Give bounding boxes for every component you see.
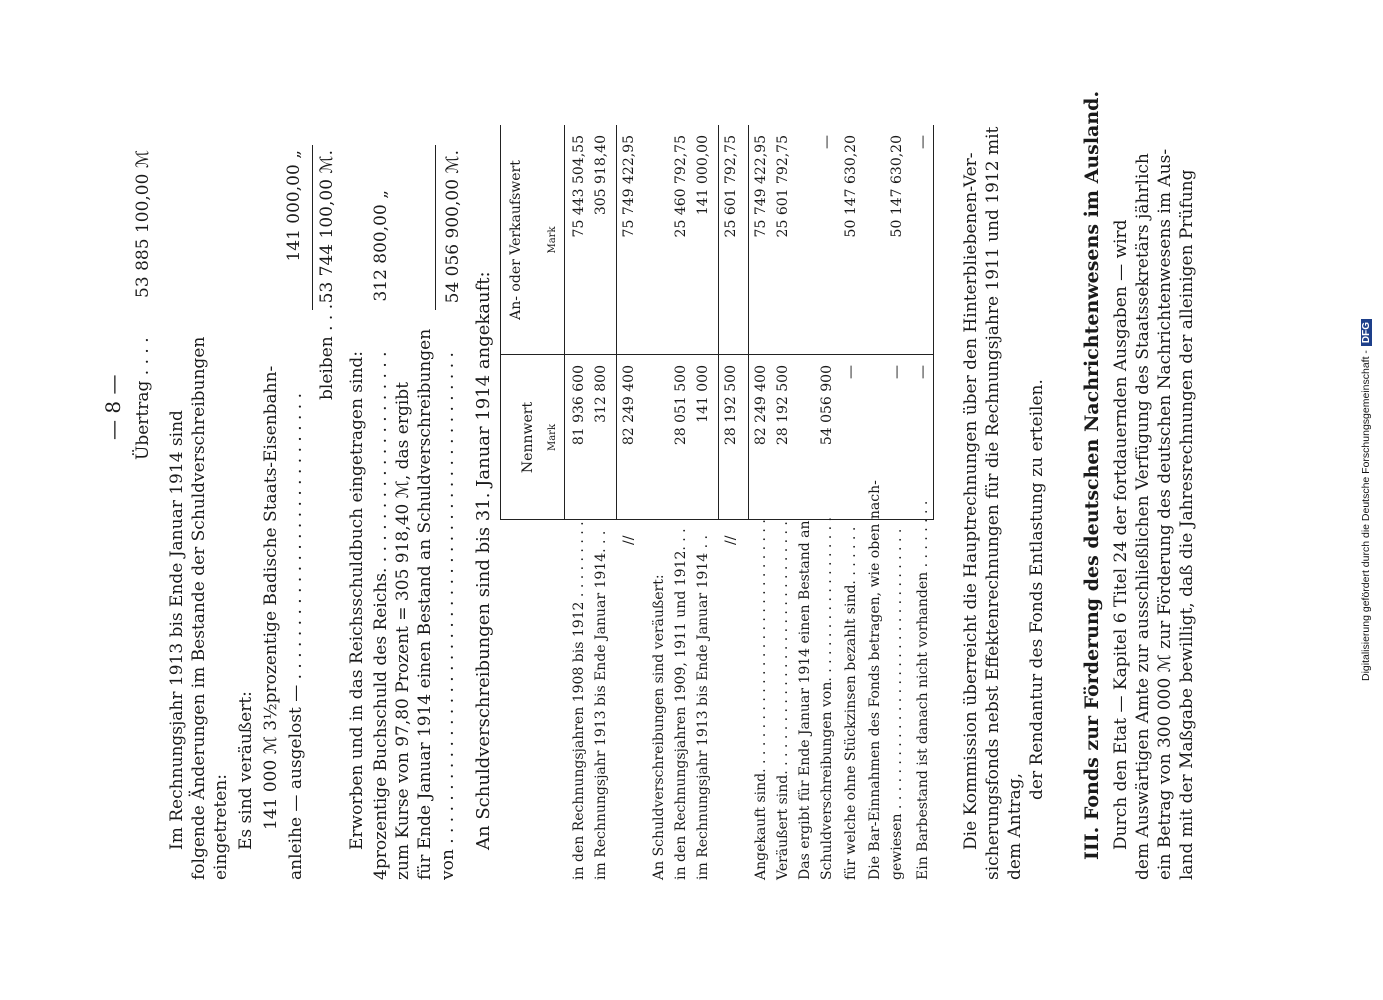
uebertrag-value: 53 885 100,00 ℳ [133,150,153,298]
sum-rule-1 [312,145,313,310]
table-cell-nennwert: 28 192 500 [775,365,791,446]
angekauft-heading: An Schuldverschreibungen sind bis 31. Januar 1914 angekauft: [473,271,494,850]
table-row-label: Ein Barbestand ist danach nicht vorhanden . . . . . . . . [915,500,931,880]
credit-text: Digitalisierung gefördert durch die Deutsche Forschungsgemeinschaft - [1360,350,1372,682]
table-row-label: Angekauft sind. . . . . . . . . . . . . . . . . . . . . . . . . . . . . [753,519,769,880]
document-page [80,50,1280,1000]
table-row-label: An Schuldverschreibungen sind veräußert: [651,574,667,880]
table-cell-nennwert: — [915,365,931,379]
table-cell-nennwert: 81 936 600 [571,365,587,446]
table-row-label: für welche ohne Stückzinsen bezahlt sind. . . . . . . [843,526,859,880]
uebertrag-label: Übertrag . . . . [133,337,153,460]
table-row-label: Veräußert sind. . . . . . . . . . . . . . . . . . . . . . . . . . . . . [775,521,791,880]
table-row-label: in den Rechnungsjahren 1908 bis 1912 . . . . . . . . . [571,521,587,880]
veraeussert-line1: 141 000 ℳ 3½prozentige Badische Staats-Eisenbahn- [261,365,281,830]
table-cell-wert: 25 601 792,75 [775,135,791,238]
table-cell-nennwert: — [889,365,905,379]
veraeussert-line2: anleihe — ausgelost — . . . . . . . . . . . . . . . . . . . . . . . . . . . [286,392,306,880]
erworben-total: 54 056 900,00 ℳ. [443,150,463,304]
bleiben-value: 53 744 100,00 ℳ. [317,150,337,304]
bleiben-label: bleiben . . . . [317,293,337,400]
table-cell-wert: 75 749 422,95 [753,135,769,238]
table-cell-nennwert: — [843,365,859,379]
table-cell-wert: 141 000,00 [695,135,711,216]
table-cell-wert: 50 147 630,20 [843,135,859,238]
section3-line4: land mit der Maßgabe bewilligt, daß die Jahresrechnungen der alleinigen Prüfung [1177,169,1197,880]
table-cell-nennwert: 82 249 400 [753,365,769,446]
section3-line1: Durch den Etat — Kapitel 6 Titel 24 der fortdauernden Ausgaben — wird [1111,219,1131,850]
page-number: — 8 — [101,374,125,440]
table-row-label: in den Rechnungsjahren 1909, 1911 und 1912. . . [673,528,689,880]
table-cell-nennwert: 82 249 400 [621,365,637,446]
erworben-line5: von . . . . . . . . . . . . . . . . . . . . . . . . . . . . . . . . . . . . . . . . . . . . . . [438,352,458,880]
table-row-label: im Rechnungsjahr 1913 bis Ende Januar 1914 . . [695,535,711,880]
table-row-label: Schuldverschreibungen von. . . . . . . . . . . . . . . . . . . [819,516,835,880]
para1-line3: eingetreten: [211,774,231,880]
veraeussert-value: 141 000,00 „ [284,150,304,262]
section3-line3: ein Betrag von 300 000 ℳ zur Förderung des deutschen Nachrichtenwesens im Aus- [1155,148,1175,880]
kommission-line2: sicherungsfonds nebst Effektenrechnungen für die Rechnungsjahre 1911 und 1912 mit [983,126,1003,880]
sum-rule-2 [435,145,436,310]
digitization-credit [1360,100,1376,900]
dfg-logo: DFG [1361,319,1372,346]
table-bottom-rule [933,125,934,520]
table-subtotal-rule [748,125,749,520]
table-header-rule [564,125,565,520]
section3-heading: III. Fonds zur Förderung des deutschen Nachrichtenwesens im Ausland. [1081,90,1103,860]
table-subtotal-rule [616,125,617,520]
table-cell-wert: 305 918,40 [593,135,609,216]
erworben-line1: Erworben und in das Reichsschuldbuch eingetragen sind: [347,350,367,850]
erworben-line2: 4prozentige Buchschuld des Reichs. . . . . . . . . . . . . . . . . . . . . [371,351,391,880]
table-cell-wert: — [819,135,835,149]
col-wert-unit: Mark [547,226,558,254]
table-row-label: // [723,535,739,545]
para1-line2: folgende Änderungen im Bestande der Schuldverschreibungen [189,336,209,880]
erworben-value: 312 800,00 „ [371,190,391,302]
table-cell-wert: 75 749 422,95 [621,135,637,238]
table-top-rule [500,125,501,520]
table-row-label: Das ergibt für Ende Januar 1914 einen Bestand an [797,520,813,880]
table-cell-nennwert: 28 051 500 [673,365,689,446]
table-cell-nennwert: 28 192 500 [723,365,739,446]
table-cell-nennwert: 312 800 [593,365,609,423]
table-cell-wert: 50 147 630,20 [889,135,905,238]
table-cell-nennwert: 54 056 900 [819,365,835,446]
table-cell-wert: 25 460 792,75 [673,135,689,238]
table-row-label: // [621,535,637,545]
section3-line2: dem Auswärtigen Amte zur ausschließlichen Verfügung des Staatssekretärs jährlich [1133,153,1153,880]
erworben-line3: zum Kurse von 97,80 Prozent = 305 918,40 ℳ, das ergibt [393,381,413,880]
table-subtotal-rule [718,125,719,520]
table-cell-wert: — [915,135,931,149]
veraeussert-intro: Es sind veräußert: [236,691,256,850]
para1-line1: Im Rechnungsjahr 1913 bis Ende Januar 1914 sind [167,410,187,850]
kommission-line3: dem Antrag, [1005,772,1025,880]
col-nennwert-header: Nennwert [520,401,536,474]
table-cell-nennwert: 141 000 [695,365,711,423]
erworben-line4: für Ende Januar 1914 einen Bestand an Schuldverschreibungen [415,328,435,880]
table-row-label: Die Bar-Einnahmen des Fonds betragen, wie oben nach- [867,480,883,880]
col-nennwert-unit: Mark [547,423,558,452]
table-row-label: im Rechnungsjahr 1913 bis Ende Januar 1914. . . [593,530,609,880]
table-cell-wert: 75 443 504,55 [571,135,587,238]
kommission-line1: Die Kommission überreicht die Hauptrechnungen über den Hinterbliebenen-Ver- [961,152,981,850]
kommission-line4: der Rendantur des Fonds Entlastung zu erteilen. [1027,379,1047,800]
col-wert-header: An- oder Verkaufswert [508,160,524,320]
table-cell-wert: 25 601 792,75 [723,135,739,238]
table-row-label: gewiesen . . . . . . . . . . . . . . . . . . . . . . . . . . . . . . . . [889,528,905,880]
